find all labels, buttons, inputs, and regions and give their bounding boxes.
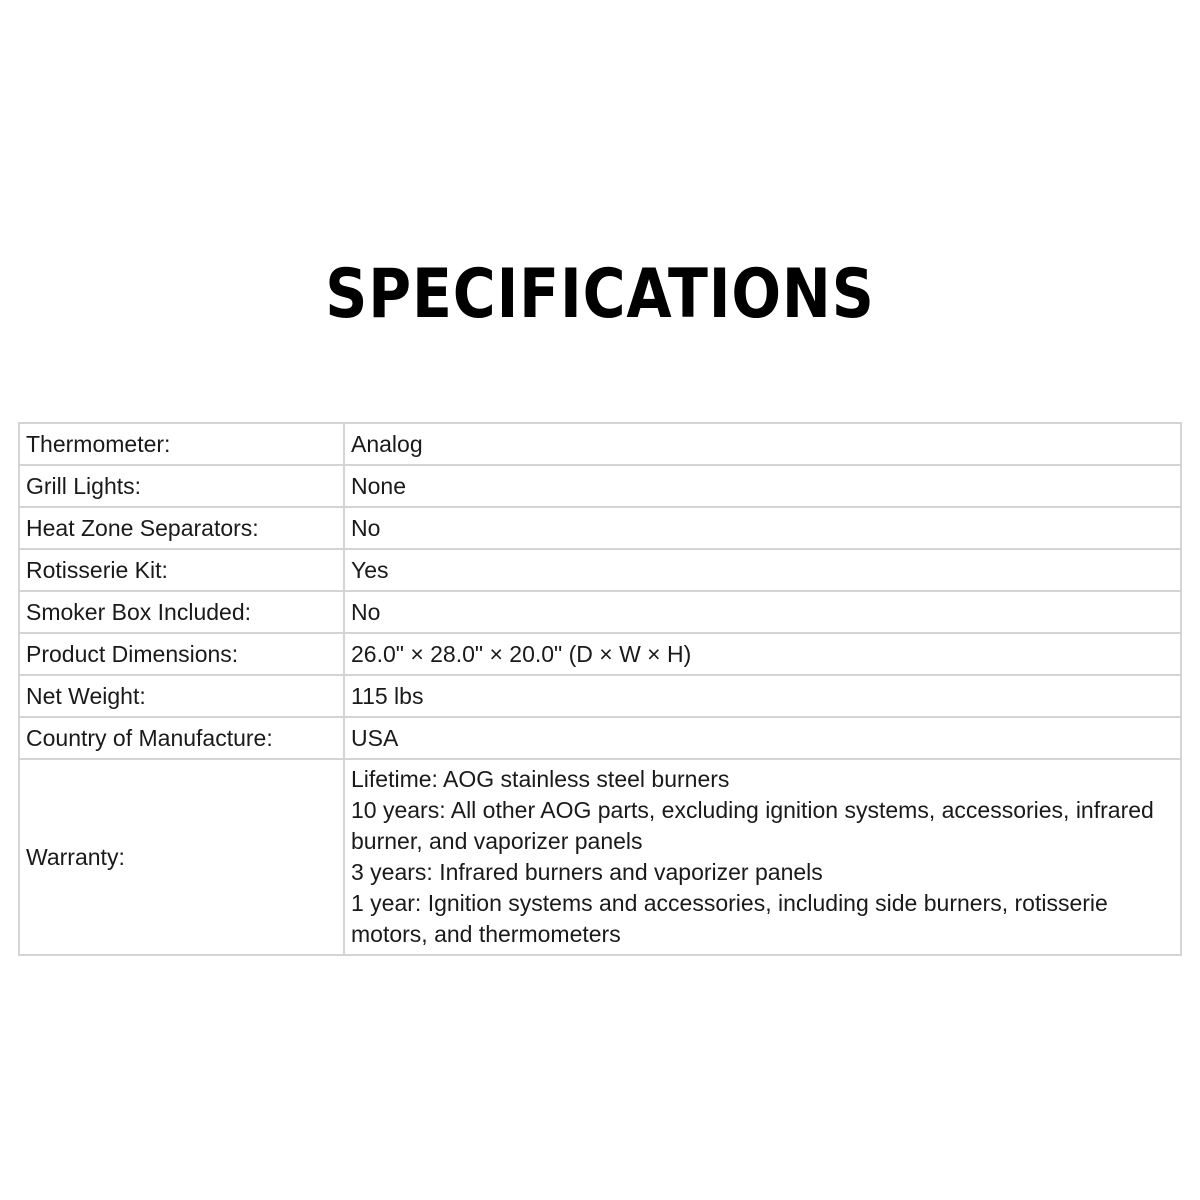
spec-label: Thermometer: (19, 423, 344, 465)
spec-row-product-dimensions (19, 633, 1181, 675)
spec-value: Analog (344, 423, 1181, 465)
spec-value: None (344, 465, 1181, 507)
spec-row-grill-lights (19, 465, 1181, 507)
spec-label: Grill Lights: (19, 465, 344, 507)
spec-value: Yes (344, 549, 1181, 591)
spec-row-country-of-manufacture (19, 717, 1181, 759)
spec-label: Heat Zone Separators: (19, 507, 344, 549)
warranty-line-lifetime: Lifetime: AOG stainless steel burners (351, 766, 730, 792)
spec-label: Net Weight: (19, 675, 344, 717)
warranty-line-1-year: 1 year: Ignition systems and accessories, including side burners, rotisserie motors, and thermometers (351, 890, 1108, 947)
page-title: SPECIFICATIONS (325, 255, 875, 334)
spec-value: USA (344, 717, 1181, 759)
spec-row-thermometer (19, 423, 1181, 465)
spec-value: No (344, 591, 1181, 633)
spec-label: Smoker Box Included: (19, 591, 344, 633)
warranty-line-10-years: 10 years: All other AOG parts, excluding ignition systems, accessories, infrared burner, and vaporizer panels (351, 797, 1154, 854)
spec-value: No (344, 507, 1181, 549)
spec-value: 26.0" × 28.0" × 20.0" (D × W × H) (344, 633, 1181, 675)
spec-row-net-weight (19, 675, 1181, 717)
warranty-value (344, 759, 1181, 955)
spec-row-warranty (19, 759, 1181, 955)
specifications-table (18, 422, 1182, 956)
spec-value: 115 lbs (344, 675, 1181, 717)
spec-label: Country of Manufacture: (19, 717, 344, 759)
spec-row-smoker-box (19, 591, 1181, 633)
spec-row-heat-zone-separators (19, 507, 1181, 549)
spec-row-rotisserie-kit (19, 549, 1181, 591)
spec-label: Rotisserie Kit: (19, 549, 344, 591)
warranty-line-3-years: 3 years: Infrared burners and vaporizer panels (351, 859, 823, 885)
spec-label: Product Dimensions: (19, 633, 344, 675)
spec-label: Warranty: (19, 759, 344, 955)
